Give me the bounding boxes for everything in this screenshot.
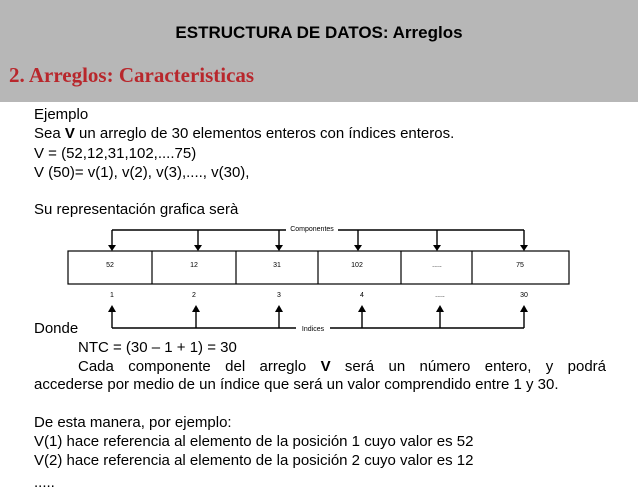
example-intro: De esta manera, por ejemplo: (34, 414, 232, 431)
ntc-formula: NTC = (30 – 1 + 1) = 30 (78, 339, 237, 356)
values-line: V = (52,12,31,102,....75) (34, 145, 197, 162)
definition-post: un arreglo de 30 elementos enteros con índices enteros. (74, 125, 455, 142)
continuation-ellipsis: ..... (34, 474, 55, 491)
array-cell: 75 (516, 262, 524, 269)
donde-label: Donde (34, 320, 79, 337)
elements-line: V (50)= v(1), v(2), v(3),...., v(30), (34, 164, 250, 181)
index-label: 2 (192, 292, 196, 299)
definition-pre: Sea (34, 125, 65, 142)
explanation-line-2: accederse por medio de un índice que será un valor comprendido entre 1 y 30. (34, 376, 559, 393)
array-cell: 31 (273, 262, 281, 269)
definition-var: V (64, 125, 75, 142)
example-label: Ejemplo (34, 106, 89, 123)
explanation-var: V (320, 358, 331, 375)
index-label: 3 (277, 292, 281, 299)
explanation-paragraph (34, 358, 606, 394)
explanation-pre: Cada componente del arreglo (78, 358, 321, 375)
reference-line-2: V(2) hace referencia al elemento de la posición 2 cuyo valor es 12 (34, 452, 474, 469)
slide-title: ESTRUCTURA DE DATOS: Arreglos (175, 23, 463, 42)
index-label: 1 (110, 292, 114, 299)
array-cell: ..... (432, 262, 442, 269)
array-cell: 52 (106, 262, 114, 269)
index-label: ..... (435, 292, 445, 299)
explanation-post: será un número entero, y podrá (330, 358, 607, 375)
explanation-line-1 (34, 358, 606, 376)
section-title: 2. Arreglos: Caracteristicas (9, 63, 255, 87)
indices-label: Indices (301, 326, 325, 333)
array-cell: 102 (351, 262, 363, 269)
components-label: Componentes (290, 226, 334, 233)
reference-line-1: V(1) hace referencia al elemento de la posición 1 cuyo valor es 52 (34, 433, 474, 450)
index-label: 30 (520, 292, 528, 299)
array-cell: 12 (190, 262, 198, 269)
index-label: 4 (360, 292, 364, 299)
representation-line: Su representación grafica serà (34, 201, 239, 218)
